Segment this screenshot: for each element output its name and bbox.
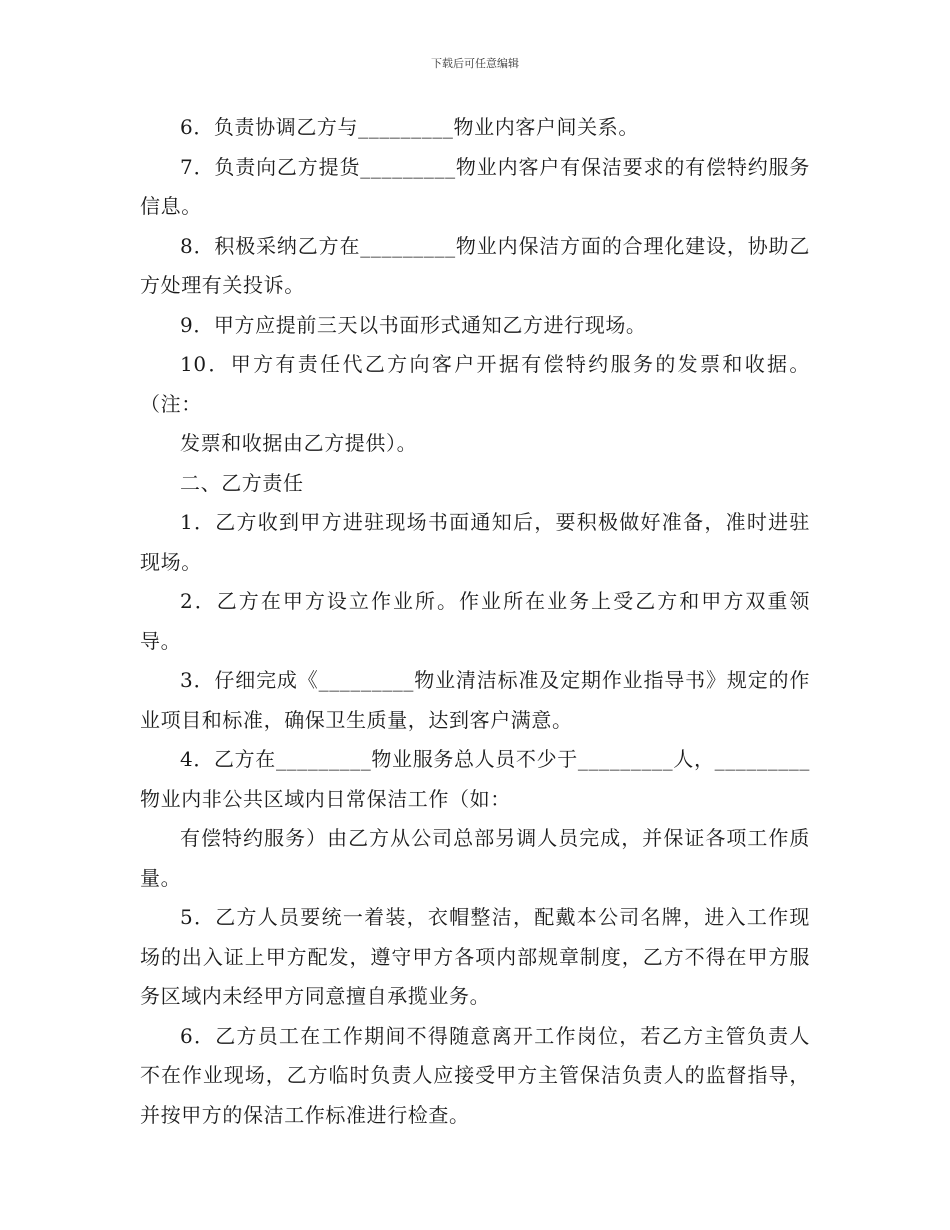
paragraph-b-item-4: 4．乙方在_________物业服务总人员不少于_________人，_________物业内非公共区域内日常保洁工作（如： (140, 747, 810, 811)
paragraph-item-10-invoices: 10．甲方有责任代乙方向客户开据有偿特约服务的发票和收据。（注： (140, 352, 810, 416)
document-body (140, 108, 810, 1135)
paragraph-note-invoices: 发票和收据由乙方提供）。 (180, 431, 418, 455)
paragraph-item-6-coordinate: 6．负责协调乙方与_________物业内客户间关系。 (180, 115, 639, 139)
paragraph-item-7-provide-info: 7．负责向乙方提货_________物业内客户有保洁要求的有偿特约服务信息。 (140, 154, 810, 218)
paragraph-b-item-6: 6．乙方员工在工作期间不得随意离开工作岗位，若乙方主管负责人不在作业现场，乙方临时负责人应接受甲方主管保洁负责人的监督指导，并按甲方的保洁工作标准进行检查。 (140, 1023, 810, 1127)
paragraph-b-item-2: 2．乙方在甲方设立作业所。作业所在业务上受乙方和甲方双重领导。 (140, 589, 810, 653)
paragraph-b-item-5: 5．乙方人员要统一着装，衣帽整洁，配戴本公司名牌，进入工作现场的出入证上甲方配发，遵守甲方各项内部规章制度，乙方不得在甲方服务区域内未经甲方同意擅自承揽业务。 (140, 905, 810, 1008)
page-header: 下载后可任意编辑 (431, 57, 519, 70)
paragraph-item-9-notify: 9．甲方应提前三天以书面形式通知乙方进行现场。 (180, 312, 647, 337)
paragraph-b-item-4-continued: 有偿特约服务）由乙方从公司总部另调人员完成，并保证各项工作质量。 (140, 826, 810, 890)
paragraph-b-item-3: 3．仔细完成《_________物业清洁标准及定期作业指导书》规定的作业项目和标准，确保卫生质量，达到客户满意。 (140, 668, 810, 732)
paragraph-b-item-1: 1．乙方收到甲方进驻现场书面通知后，要积极做好准备，准时进驻现场。 (140, 510, 810, 574)
paragraph-item-8-adopt-suggestions: 8．积极采纳乙方在_________物业内保洁方面的合理化建设，协助乙方处理有关投诉。 (140, 233, 810, 297)
section-heading-party-b: 二、乙方责任 (180, 470, 304, 495)
